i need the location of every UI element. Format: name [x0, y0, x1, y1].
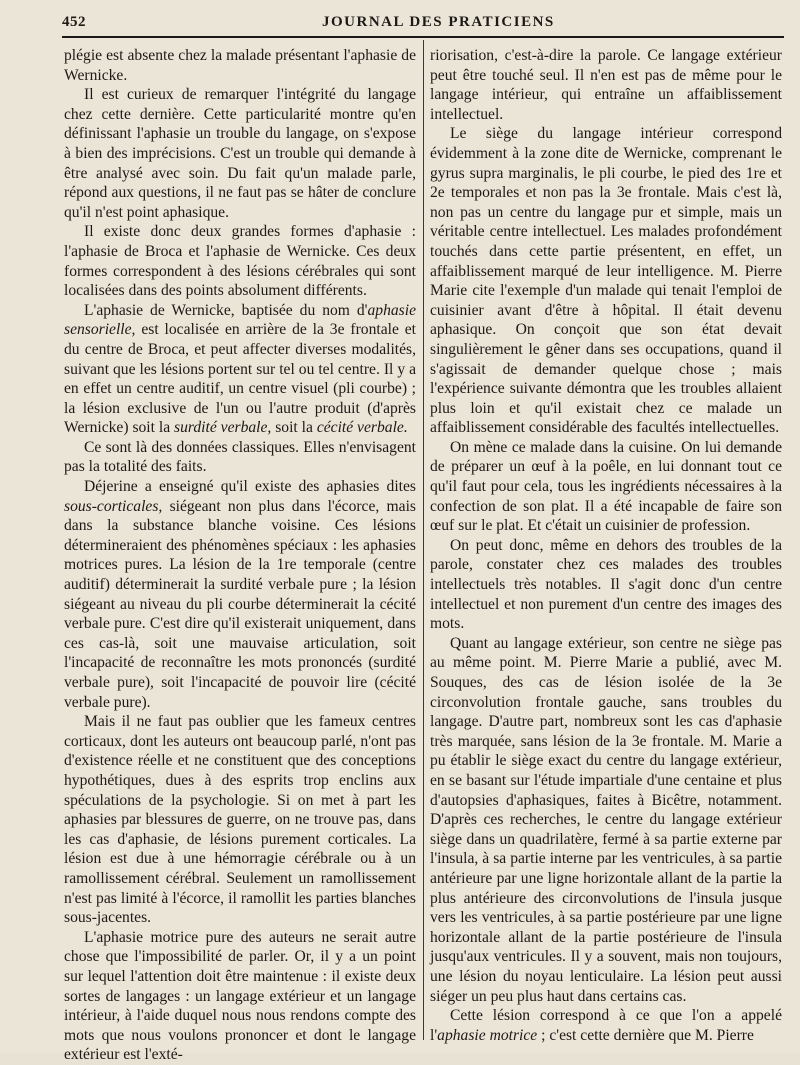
italic-term: surdité verbale,: [174, 419, 272, 437]
text-run: On mène ce malade dans la cuisine. On lui demande de préparer un œuf à la poêle, en lui donnant tout ce qu'il faut pour cela, tous les ingrédients nécessaires à la confection de son plat. Il a été incapable de faire son œuf sur le plat. Et c'était un cuisinier de profession.: [430, 438, 782, 535]
right-column: [430, 46, 782, 1045]
continuation-paragraph: [430, 46, 782, 124]
text-run: Le siège du langage intérieur correspond évidemment à la zone dite de Wernicke, comprenant le gyrus supra marginalis, le pli courbe, le pied des 1re et 2e temporales et non pas la 3e frontale. Mais c'est là, non pas un centre du langage pur et simple, mais un véritable centre intellectuel. Les malades profondément touchés dans cette partie présentent, en effet, un affaiblissement marqué de leur intelligence. M. Pierre Marie cite l'exemple d'un malade qui tenait l'emploi de cuisinier avant d'être à hôpital. Il était devenu aphasique. On conçoit que son état devait singulièrement le gêner dans ses occupations, quand il s'agissait de demander quelque chose ; mais l'expérience suivante démontra que les troubles allaient plus loin et qu'il existait chez ce malade un affaiblissement considérable des facultés intellectuelles.: [430, 125, 782, 437]
italic-term: sous-corticales,: [64, 497, 163, 515]
header-rule: [62, 36, 784, 38]
text-run: siégeant non plus dans l'écorce, mais dans la substance blanche voisine. Ces lésions détermineraient des phénomènes spéciaux : les aphasies motrices pures. La lésion de la 1re temporale (centre auditif) déterminerait la surdité verbale pure ; la lésion siégeant au niveau du pli courbe déterminerait la cécité verbale pure. C'est dire qu'il existerait uniquement, dans ces cas-là, soit une mauvaise articulation, soit l'incapacité de reconnaître les mots prononcés (surdité verbale pure), soit l'incapacité de pouvoir lire (cécité verbale pure).: [64, 497, 416, 711]
text-run: Ce sont là des données classiques. Elles n'envisagent pas la totalité des faits.: [64, 438, 416, 476]
text-run: plégie est absente chez la malade présentant l'aphasie de Wernicke.: [64, 47, 416, 84]
body-paragraph: [64, 438, 416, 477]
body-paragraph: [430, 438, 782, 536]
text-run: Mais il ne faut pas oublier que les fameux centres corticaux, dont les auteurs ont beaucoup parlé, n'ont pas d'existence réelle et ne constituent que des conceptions hypothétiques, dues à des esprits trop enclins aux spéculations de la psychologie. Si on met à part les aphasies par blessures de guerre, on ne trouve pas, dans les cas d'aphasie, de lésions purement corticales. La lésion est due à une hémorragie cérébrale ou à un ramollissement cérébral. Seulement un ramollissement n'est pas limité à l'écorce, il ramollit les parties blanches sous-jacentes.: [64, 713, 416, 927]
italic-term: aphasie sensorielle,: [64, 301, 416, 339]
body-paragraph: [64, 85, 416, 222]
running-title: JOURNAL DES PRATICIENS: [322, 14, 555, 30]
text-run: Il existe donc deux grandes formes d'aphasie : l'aphasie de Broca et l'aphasie de Wernicke. Ces deux formes correspondent à des lésions cérébrales qui sont localisées dans des points absolument différents.: [64, 223, 416, 300]
text-run: riorisation, c'est-à-dire la parole. Ce langage extérieur peut être touché seul. Il n'en est pas de même pour le langage intérieur, qui entraîne un affaiblissement intellectuel.: [430, 47, 782, 123]
text-run: L'aphasie de Wernicke, baptisée du nom d': [84, 301, 368, 319]
body-paragraph: [64, 301, 416, 438]
text-run: est localisée en arrière de la 3e frontale et du centre de Broca, et peut affecter diverses modalités, suivant que les lésions portent sur tel ou tel centre. Il y a en effet un centre auditif, un centre visuel (pli courbe) ; la lésion exclusive de l'un ou l'autre produit (d'après Wernicke) soit la: [64, 321, 416, 437]
body-paragraph: [64, 477, 416, 712]
body-paragraph: [430, 1006, 782, 1045]
text-run: Cette lésion correspond à ce que l'on a appelé l': [430, 1007, 782, 1044]
text-run: L'aphasie motrice pure des auteurs ne serait autre chose que l'impossibilité de parler. Or, il y a un point sur lequel l'attention doit être maintenue : il existe deux sortes de langages : un langage extérieur et un langage intérieur, à l'aide duquel nous nous rendons compte des mots que nous voulons prononcer et dont le langage extérieur est l'exté-: [64, 928, 416, 1064]
italic-term: cécité verbale.: [316, 419, 408, 437]
body-paragraph: [64, 928, 416, 1065]
text-run: soit la: [271, 419, 317, 437]
text-run: Déjerine a enseigné qu'il existe des aphasies dites: [84, 478, 416, 496]
body-paragraph: [64, 222, 416, 300]
left-column: [64, 46, 416, 1065]
continuation-paragraph: [64, 46, 416, 85]
text-run: ; c'est cette dernière que M. Pierre: [537, 1026, 754, 1044]
body-paragraph: [430, 124, 782, 438]
body-paragraph: [430, 634, 782, 1006]
body-paragraph: [64, 712, 416, 928]
italic-term: aphasie motrice: [437, 1026, 538, 1044]
text-run: Quant au langage extérieur, son centre ne siège pas au même point. M. Pierre Marie a publié, avec M. Souques, des cas de lésion isolée de la 3e circonvolution frontale gauche, sans troubles du langage. D'autre part, nombreux sont les cas d'aphasie très marquée, sans lésion de la 3e frontale. M. Marie a pu établir le siège exact du centre du langage extérieur, en se basant sur l'étude impartiale d'une centaine et plus d'autopsies d'aphasiques, faites à Bicêtre, notamment. D'après ces recherches, le centre du langage extérieur siège dans un quadrilatère, fermé à sa partie externe par l'insula, à sa partie interne par les ventricules, à sa partie antérieure par une ligne horizontale allant de la partie la plus antérieure des circonvolutions de l'insula jusque vers les ventricules, à sa partie postérieure par une ligne horizontale allant de la partie postérieure de l'insula jusqu'aux ventricules. Il y a souvent, mais non toujours, une lésion du noyau lenticulaire. La lésion peut aussi siéger un peu plus haut dans certains cas.: [430, 634, 782, 1005]
column-divider: [423, 40, 424, 1040]
page-number: 452: [62, 14, 86, 30]
page-header: [62, 10, 782, 34]
body-paragraph: [430, 536, 782, 634]
text-run: Il est curieux de remarquer l'intégrité du langage chez cette dernière. Cette particularité montre qu'en définissant l'aphasie un trouble du langage, on s'expose à bien des imprécisions. C'est un trouble qui demande à être analysé avec soin. Du fait qu'un malade parle, répond aux questions, il ne faut pas se hâter de conclure qu'il n'est point aphasique.: [64, 86, 416, 221]
text-run: On peut donc, même en dehors des troubles de la parole, constater chez ces malades des troubles intellectuels très notables. Il s'agit donc d'un centre intellectuel et non purement d'un centre des images des mots.: [430, 536, 782, 633]
